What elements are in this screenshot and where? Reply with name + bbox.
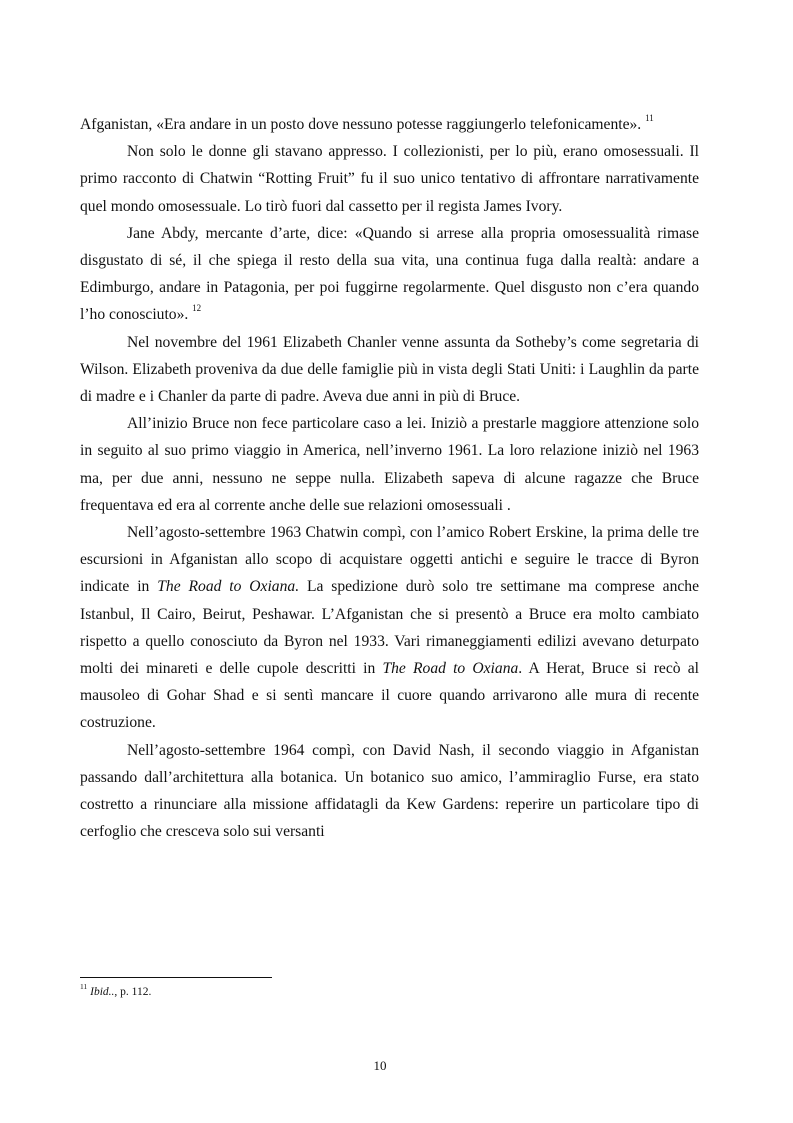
paragraph: Non solo le donne gli stavano appresso. I collezionisti, per lo più, erano omosessuali. Il primo racconto di Chatwin “Rotting Fruit” fu il suo unico tentativo di affrontare narrativamente quel mondo omosessuale. Lo tirò fuori dal cassetto per il regista James Ivory. [80, 143, 699, 215]
paragraph: Nel novembre del 1961 Elizabeth Chanler venne assunta da Sotheby’s come segretaria di Wilson. Elizabeth proveniva da due delle famiglie più in vista degli Stati Uniti: i Laughlin da parte di madre e i Chanler da parte di padre. Aveva due anni in più di Bruce. [80, 333, 699, 406]
paragraph-text: La spedizione durò solo tre settimane ma comprese anche Istanbul, Il Cairo, Beirut, Peshawar. L’Afganistan che si presentò a Bruce era molto cambiato rispetto a quello conosciuto da Byron nel 1933. Vari rimaneggiamenti edilizi avevano deturpato molti dei minareti e delle cupole descritti in [80, 578, 700, 678]
paragraph-text: Jane Abdy, mercante d’arte, dice: «Quando si arrese alla propria omosessualità rimase disgustato di sé, il che spiega il resto della sua vita, una continua fuga dalla realtà: andare a Edimburgo, andare in Patagonia, per poi fuggirne regolarmente. Quel disgusto non c’era quando l’ho conosciuto». [80, 224, 699, 324]
footnote-reference: 11 [645, 112, 654, 123]
body-text [80, 111, 699, 845]
footnote-reference: 12 [192, 303, 202, 314]
footnote-text: , p. 112. [114, 986, 152, 998]
paragraph: Nell’agosto-settembre 1964 compì, con David Nash, il secondo viaggio in Afganistan passando dall’architettura alla botanica. Un botanico suo amico, l’ammiraglio Furse, era stato costretto a rinunciare alla missione affidatagli da Kew Gardens: reperire un particolare tipo di cerfoglio che cresceva solo sui versanti [80, 741, 699, 841]
footnote [80, 982, 152, 999]
paragraph-text: Nell’agosto-settembre 1963 Chatwin compì, con l’amico Robert Erskine, la prima delle tre escursioni in Afganistan allo scopo di acquistare oggetti antichi e seguire le tracce di Byron indicate in [80, 524, 699, 596]
book-title: The Road to Oxiana [382, 660, 519, 678]
footnote-number: 11 [80, 982, 88, 992]
book-title: The Road to Oxiana. [157, 578, 300, 596]
paragraph: All’inizio Bruce non fece particolare caso a lei. Iniziò a prestarle maggiore attenzione solo in seguito al suo primo viaggio in America, nell’inverno 1961. La loro relazione iniziò nel 1963 ma, per due anni, nessuno ne seppe nulla. Elizabeth sapeva di alcune ragazze che Bruce frequentava ed era al corrente anche delle sue relazioni omosessuali . [80, 415, 699, 514]
page-number: 10 [373, 1058, 387, 1073]
paragraph [80, 111, 699, 138]
paragraph-text: Afganistan, «Era andare in un posto dove nessuno potesse raggiungerlo telefonicamente». [80, 116, 646, 133]
footnote-separator [80, 977, 272, 978]
paragraph [80, 220, 699, 329]
paragraph-text: . A Herat, Bruce si recò al mausoleo di Gohar Shad e si sentì mancare il cuore quando arrivarono alle mura di recente costruzione. [80, 660, 699, 732]
paragraph [80, 519, 699, 737]
footnote-ibid: Ibid.. [90, 986, 115, 998]
